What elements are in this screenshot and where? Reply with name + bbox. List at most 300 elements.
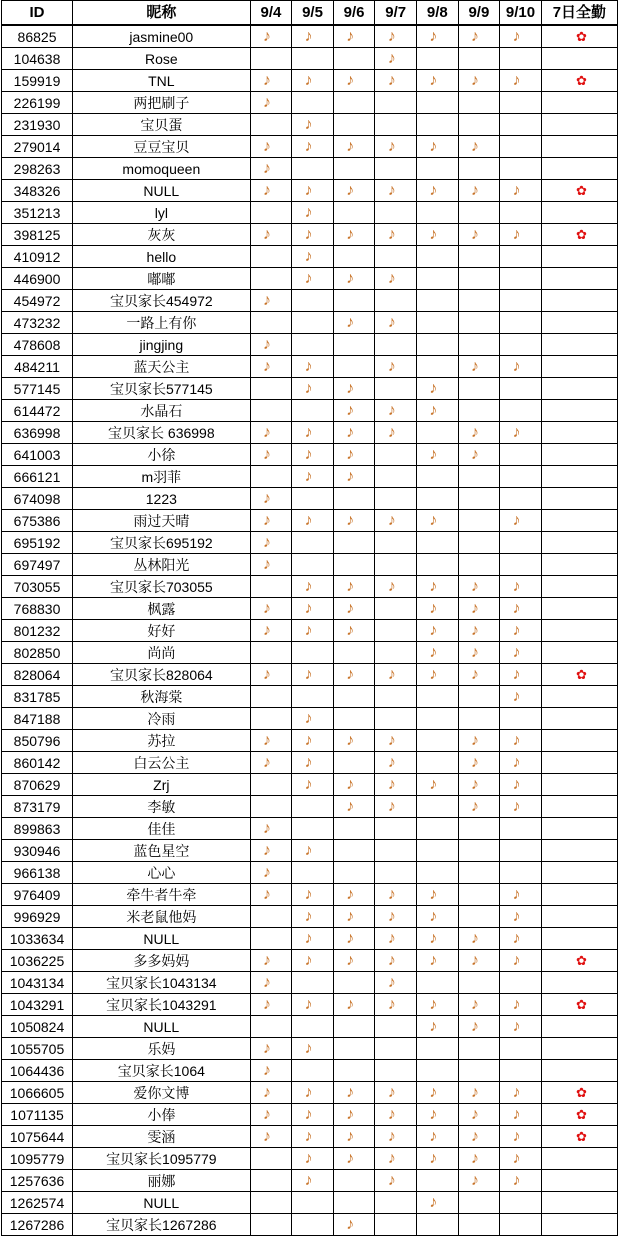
day-cell <box>500 114 542 136</box>
day-cell <box>458 48 500 70</box>
music-note-icon: ♪ <box>346 402 355 419</box>
music-note-icon: ♪ <box>512 512 521 529</box>
full-attendance-cell <box>541 158 617 180</box>
table-row <box>2 92 618 114</box>
day-cell <box>375 664 417 686</box>
music-note-icon: ♪ <box>304 512 313 529</box>
music-note-icon: ♪ <box>470 798 479 815</box>
music-note-icon: ♪ <box>470 226 479 243</box>
day-cell <box>250 796 292 818</box>
row-nickname: 好好 <box>73 620 251 642</box>
day-cell <box>333 1016 375 1038</box>
day-cell <box>417 972 459 994</box>
music-note-icon: ♪ <box>304 182 313 199</box>
row-nickname: 秋海棠 <box>73 686 251 708</box>
day-cell <box>500 510 542 532</box>
day-cell <box>417 950 459 972</box>
day-cell <box>500 180 542 202</box>
music-note-icon: ♪ <box>429 776 438 793</box>
row-id: 847188 <box>2 708 73 730</box>
day-cell <box>292 950 334 972</box>
day-cell <box>333 444 375 466</box>
day-cell <box>375 994 417 1016</box>
row-nickname: 宝贝家长1043134 <box>73 972 251 994</box>
day-cell <box>500 48 542 70</box>
table-row <box>2 884 618 906</box>
day-cell <box>500 378 542 400</box>
day-cell <box>375 796 417 818</box>
day-cell <box>375 1148 417 1170</box>
music-note-icon: ♪ <box>512 952 521 969</box>
table-row <box>2 906 618 928</box>
music-note-icon: ♪ <box>346 1084 355 1101</box>
music-note-icon: ♪ <box>304 138 313 155</box>
day-cell <box>375 48 417 70</box>
row-id: 831785 <box>2 686 73 708</box>
day-cell <box>375 70 417 92</box>
day-cell <box>292 1148 334 1170</box>
row-id: 1036225 <box>2 950 73 972</box>
row-id: 226199 <box>2 92 73 114</box>
day-cell <box>250 466 292 488</box>
music-note-icon: ♪ <box>470 600 479 617</box>
day-cell <box>458 158 500 180</box>
day-cell <box>375 224 417 246</box>
day-cell <box>333 70 375 92</box>
day-cell <box>417 686 459 708</box>
music-note-icon: ♪ <box>512 182 521 199</box>
music-note-icon: ♪ <box>512 930 521 947</box>
music-note-icon: ♪ <box>262 512 271 529</box>
day-cell <box>417 642 459 664</box>
full-attendance-cell <box>541 906 617 928</box>
music-note-icon: ♪ <box>387 578 396 595</box>
music-note-icon: ♪ <box>387 50 396 67</box>
table-row <box>2 510 618 532</box>
music-note-icon: ♪ <box>429 72 438 89</box>
row-id: 697497 <box>2 554 73 576</box>
day-cell <box>458 862 500 884</box>
music-note-icon: ♪ <box>304 1084 313 1101</box>
music-note-icon: ♪ <box>512 688 521 705</box>
row-nickname: NULL <box>73 1192 251 1214</box>
music-note-icon: ♪ <box>387 666 396 683</box>
day-cell <box>375 818 417 840</box>
row-nickname: 宝贝家长 636998 <box>73 422 251 444</box>
day-cell <box>458 488 500 510</box>
header-nickname: 昵称 <box>73 1 251 26</box>
day-cell <box>500 1126 542 1148</box>
music-note-icon: ♪ <box>387 424 396 441</box>
day-cell <box>375 114 417 136</box>
music-note-icon: ♪ <box>304 622 313 639</box>
music-note-icon: ♪ <box>429 600 438 617</box>
day-cell <box>417 510 459 532</box>
row-id: 1257636 <box>2 1170 73 1192</box>
day-cell <box>333 554 375 576</box>
music-note-icon: ♪ <box>387 314 396 331</box>
day-cell <box>500 312 542 334</box>
music-note-icon: ♪ <box>470 754 479 771</box>
day-cell <box>333 818 375 840</box>
day-cell <box>250 1148 292 1170</box>
table-row <box>2 664 618 686</box>
header-full-attendance: 7日全勤 <box>541 1 617 26</box>
day-cell <box>375 180 417 202</box>
day-cell <box>458 554 500 576</box>
day-cell <box>500 246 542 268</box>
full-attendance-cell <box>541 928 617 950</box>
row-id: 279014 <box>2 136 73 158</box>
day-cell <box>250 862 292 884</box>
day-cell <box>417 202 459 224</box>
music-note-icon: ♪ <box>387 952 396 969</box>
table-row <box>2 532 618 554</box>
music-note-icon: ♪ <box>304 1172 313 1189</box>
full-attendance-cell <box>541 290 617 312</box>
music-note-icon: ♪ <box>470 358 479 375</box>
table-row <box>2 554 618 576</box>
music-note-icon: ♪ <box>470 578 479 595</box>
day-cell <box>250 664 292 686</box>
music-note-icon: ♪ <box>346 424 355 441</box>
day-cell <box>417 532 459 554</box>
day-cell <box>458 950 500 972</box>
music-note-icon: ♪ <box>512 1084 521 1101</box>
music-note-icon: ♪ <box>346 578 355 595</box>
day-cell <box>500 224 542 246</box>
music-note-icon: ♪ <box>470 952 479 969</box>
day-cell <box>292 444 334 466</box>
full-attendance-cell <box>541 972 617 994</box>
day-cell <box>375 334 417 356</box>
day-cell <box>333 620 375 642</box>
music-note-icon: ♪ <box>304 1150 313 1167</box>
day-cell <box>292 422 334 444</box>
music-note-icon: ♪ <box>387 1172 396 1189</box>
row-nickname: 蓝天公主 <box>73 356 251 378</box>
row-nickname: 宝贝家长828064 <box>73 664 251 686</box>
full-attendance-cell <box>541 25 617 48</box>
day-cell <box>417 620 459 642</box>
row-id: 1064436 <box>2 1060 73 1082</box>
day-cell <box>500 1170 542 1192</box>
day-cell <box>250 25 292 48</box>
day-cell <box>250 1060 292 1082</box>
row-id: 695192 <box>2 532 73 554</box>
row-nickname: 宝贝家长703055 <box>73 576 251 598</box>
full-attendance-cell <box>541 378 617 400</box>
row-nickname: jingjing <box>73 334 251 356</box>
day-cell <box>500 1148 542 1170</box>
day-cell <box>333 202 375 224</box>
row-id: 577145 <box>2 378 73 400</box>
row-id: 703055 <box>2 576 73 598</box>
full-attendance-cell <box>541 686 617 708</box>
flower-icon: ✿ <box>575 1129 587 1144</box>
day-cell <box>292 906 334 928</box>
day-cell <box>458 136 500 158</box>
header-day-5: 9/8 <box>417 1 459 26</box>
music-note-icon: ♪ <box>512 996 521 1013</box>
full-attendance-cell <box>541 994 617 1016</box>
day-cell <box>292 598 334 620</box>
day-cell <box>417 1104 459 1126</box>
row-id: 873179 <box>2 796 73 818</box>
day-cell <box>417 576 459 598</box>
day-cell <box>375 752 417 774</box>
header-day-6: 9/9 <box>458 1 500 26</box>
day-cell <box>333 422 375 444</box>
table-row <box>2 1214 618 1236</box>
day-cell <box>458 840 500 862</box>
day-cell <box>250 202 292 224</box>
day-cell <box>500 1082 542 1104</box>
row-nickname: 佳佳 <box>73 818 251 840</box>
row-nickname: 宝贝家长1043291 <box>73 994 251 1016</box>
music-note-icon: ♪ <box>470 776 479 793</box>
music-note-icon: ♪ <box>304 226 313 243</box>
music-note-icon: ♪ <box>262 952 271 969</box>
day-cell <box>458 312 500 334</box>
day-cell <box>250 92 292 114</box>
day-cell <box>458 664 500 686</box>
full-attendance-cell <box>541 114 617 136</box>
music-note-icon: ♪ <box>429 908 438 925</box>
full-attendance-cell <box>541 224 617 246</box>
music-note-icon: ♪ <box>262 424 271 441</box>
music-note-icon: ♪ <box>304 116 313 133</box>
day-cell <box>375 1082 417 1104</box>
day-cell <box>333 290 375 312</box>
flower-icon: ✿ <box>575 953 587 968</box>
day-cell <box>500 950 542 972</box>
music-note-icon: ♪ <box>304 842 313 859</box>
day-cell <box>292 70 334 92</box>
day-cell <box>333 180 375 202</box>
row-id: 674098 <box>2 488 73 510</box>
day-cell <box>417 92 459 114</box>
day-cell <box>458 730 500 752</box>
row-id: 348326 <box>2 180 73 202</box>
day-cell <box>500 444 542 466</box>
table-row <box>2 1060 618 1082</box>
music-note-icon: ♪ <box>387 996 396 1013</box>
music-note-icon: ♪ <box>387 270 396 287</box>
music-note-icon: ♪ <box>262 842 271 859</box>
music-note-icon: ♪ <box>387 182 396 199</box>
day-cell <box>292 532 334 554</box>
full-attendance-cell <box>541 1126 617 1148</box>
full-attendance-cell <box>541 1104 617 1126</box>
day-cell <box>333 884 375 906</box>
day-cell <box>292 686 334 708</box>
table-row <box>2 730 618 752</box>
day-cell <box>333 1060 375 1082</box>
music-note-icon: ♪ <box>346 886 355 903</box>
day-cell <box>417 356 459 378</box>
table-row <box>2 70 618 92</box>
music-note-icon: ♪ <box>304 776 313 793</box>
day-cell <box>500 92 542 114</box>
full-attendance-cell <box>541 1060 617 1082</box>
day-cell <box>250 906 292 928</box>
music-note-icon: ♪ <box>470 28 479 45</box>
day-cell <box>333 994 375 1016</box>
day-cell <box>500 356 542 378</box>
day-cell <box>500 664 542 686</box>
row-id: 1055705 <box>2 1038 73 1060</box>
flower-icon: ✿ <box>575 73 587 88</box>
day-cell <box>292 334 334 356</box>
row-nickname: 心心 <box>73 862 251 884</box>
music-note-icon: ♪ <box>387 1128 396 1145</box>
row-id: 828064 <box>2 664 73 686</box>
row-id: 104638 <box>2 48 73 70</box>
flower-icon: ✿ <box>575 667 587 682</box>
day-cell <box>375 444 417 466</box>
day-cell <box>500 576 542 598</box>
day-cell <box>417 290 459 312</box>
day-cell <box>417 466 459 488</box>
full-attendance-cell <box>541 92 617 114</box>
music-note-icon: ♪ <box>346 666 355 683</box>
day-cell <box>375 950 417 972</box>
music-note-icon: ♪ <box>512 622 521 639</box>
table-row <box>2 334 618 356</box>
day-cell <box>458 1082 500 1104</box>
row-id: 930946 <box>2 840 73 862</box>
row-nickname: 米老鼠他妈 <box>73 906 251 928</box>
day-cell <box>375 708 417 730</box>
day-cell <box>292 114 334 136</box>
music-note-icon: ♪ <box>387 732 396 749</box>
table-row <box>2 246 618 268</box>
music-note-icon: ♪ <box>470 1106 479 1123</box>
day-cell <box>333 708 375 730</box>
row-id: 614472 <box>2 400 73 422</box>
music-note-icon: ♪ <box>346 468 355 485</box>
music-note-icon: ♪ <box>346 798 355 815</box>
day-cell <box>250 884 292 906</box>
music-note-icon: ♪ <box>429 28 438 45</box>
full-attendance-cell <box>541 312 617 334</box>
day-cell <box>250 686 292 708</box>
day-cell <box>250 774 292 796</box>
day-cell <box>375 1038 417 1060</box>
day-cell <box>375 1170 417 1192</box>
music-note-icon: ♪ <box>429 446 438 463</box>
row-id: 473232 <box>2 312 73 334</box>
table-row <box>2 202 618 224</box>
day-cell <box>375 246 417 268</box>
day-cell <box>333 862 375 884</box>
day-cell <box>500 488 542 510</box>
full-attendance-cell <box>541 70 617 92</box>
day-cell <box>250 356 292 378</box>
day-cell <box>292 1170 334 1192</box>
day-cell <box>417 1126 459 1148</box>
music-note-icon: ♪ <box>429 952 438 969</box>
day-cell <box>292 25 334 48</box>
full-attendance-cell <box>541 884 617 906</box>
music-note-icon: ♪ <box>262 732 271 749</box>
row-id: 1050824 <box>2 1016 73 1038</box>
day-cell <box>417 1192 459 1214</box>
music-note-icon: ♪ <box>387 886 396 903</box>
music-note-icon: ♪ <box>429 578 438 595</box>
table-row <box>2 1126 618 1148</box>
day-cell <box>375 92 417 114</box>
row-nickname: 枫露 <box>73 598 251 620</box>
day-cell <box>375 1214 417 1236</box>
music-note-icon: ♪ <box>512 908 521 925</box>
day-cell <box>417 1148 459 1170</box>
row-nickname: 冷雨 <box>73 708 251 730</box>
day-cell <box>250 1126 292 1148</box>
day-cell <box>333 686 375 708</box>
day-cell <box>417 158 459 180</box>
day-cell <box>500 708 542 730</box>
music-note-icon: ♪ <box>429 1106 438 1123</box>
row-nickname: 宝贝家长1267286 <box>73 1214 251 1236</box>
day-cell <box>333 378 375 400</box>
music-note-icon: ♪ <box>262 94 271 111</box>
day-cell <box>417 664 459 686</box>
day-cell <box>250 576 292 598</box>
music-note-icon: ♪ <box>262 996 271 1013</box>
music-note-icon: ♪ <box>512 28 521 45</box>
day-cell <box>417 1060 459 1082</box>
row-id: 478608 <box>2 334 73 356</box>
music-note-icon: ♪ <box>346 380 355 397</box>
music-note-icon: ♪ <box>304 270 313 287</box>
day-cell <box>375 840 417 862</box>
music-note-icon: ♪ <box>262 534 271 551</box>
day-cell <box>458 686 500 708</box>
table-row <box>2 136 618 158</box>
day-cell <box>292 1104 334 1126</box>
day-cell <box>458 1170 500 1192</box>
music-note-icon: ♪ <box>262 666 271 683</box>
day-cell <box>292 994 334 1016</box>
day-cell <box>333 1192 375 1214</box>
row-nickname: 多多妈妈 <box>73 950 251 972</box>
row-nickname: 雯涵 <box>73 1126 251 1148</box>
music-note-icon: ♪ <box>429 1018 438 1035</box>
music-note-icon: ♪ <box>304 380 313 397</box>
table-row <box>2 994 618 1016</box>
day-cell <box>333 334 375 356</box>
music-note-icon: ♪ <box>262 1084 271 1101</box>
day-cell <box>250 114 292 136</box>
music-note-icon: ♪ <box>304 754 313 771</box>
day-cell <box>417 730 459 752</box>
full-attendance-cell <box>541 1192 617 1214</box>
full-attendance-cell <box>541 334 617 356</box>
music-note-icon: ♪ <box>262 886 271 903</box>
full-attendance-cell <box>541 840 617 862</box>
day-cell <box>250 290 292 312</box>
flower-icon: ✿ <box>575 227 587 242</box>
music-note-icon: ♪ <box>304 886 313 903</box>
day-cell <box>333 972 375 994</box>
music-note-icon: ♪ <box>262 864 271 881</box>
day-cell <box>292 1126 334 1148</box>
music-note-icon: ♪ <box>262 72 271 89</box>
music-note-icon: ♪ <box>387 28 396 45</box>
table-row <box>2 686 618 708</box>
